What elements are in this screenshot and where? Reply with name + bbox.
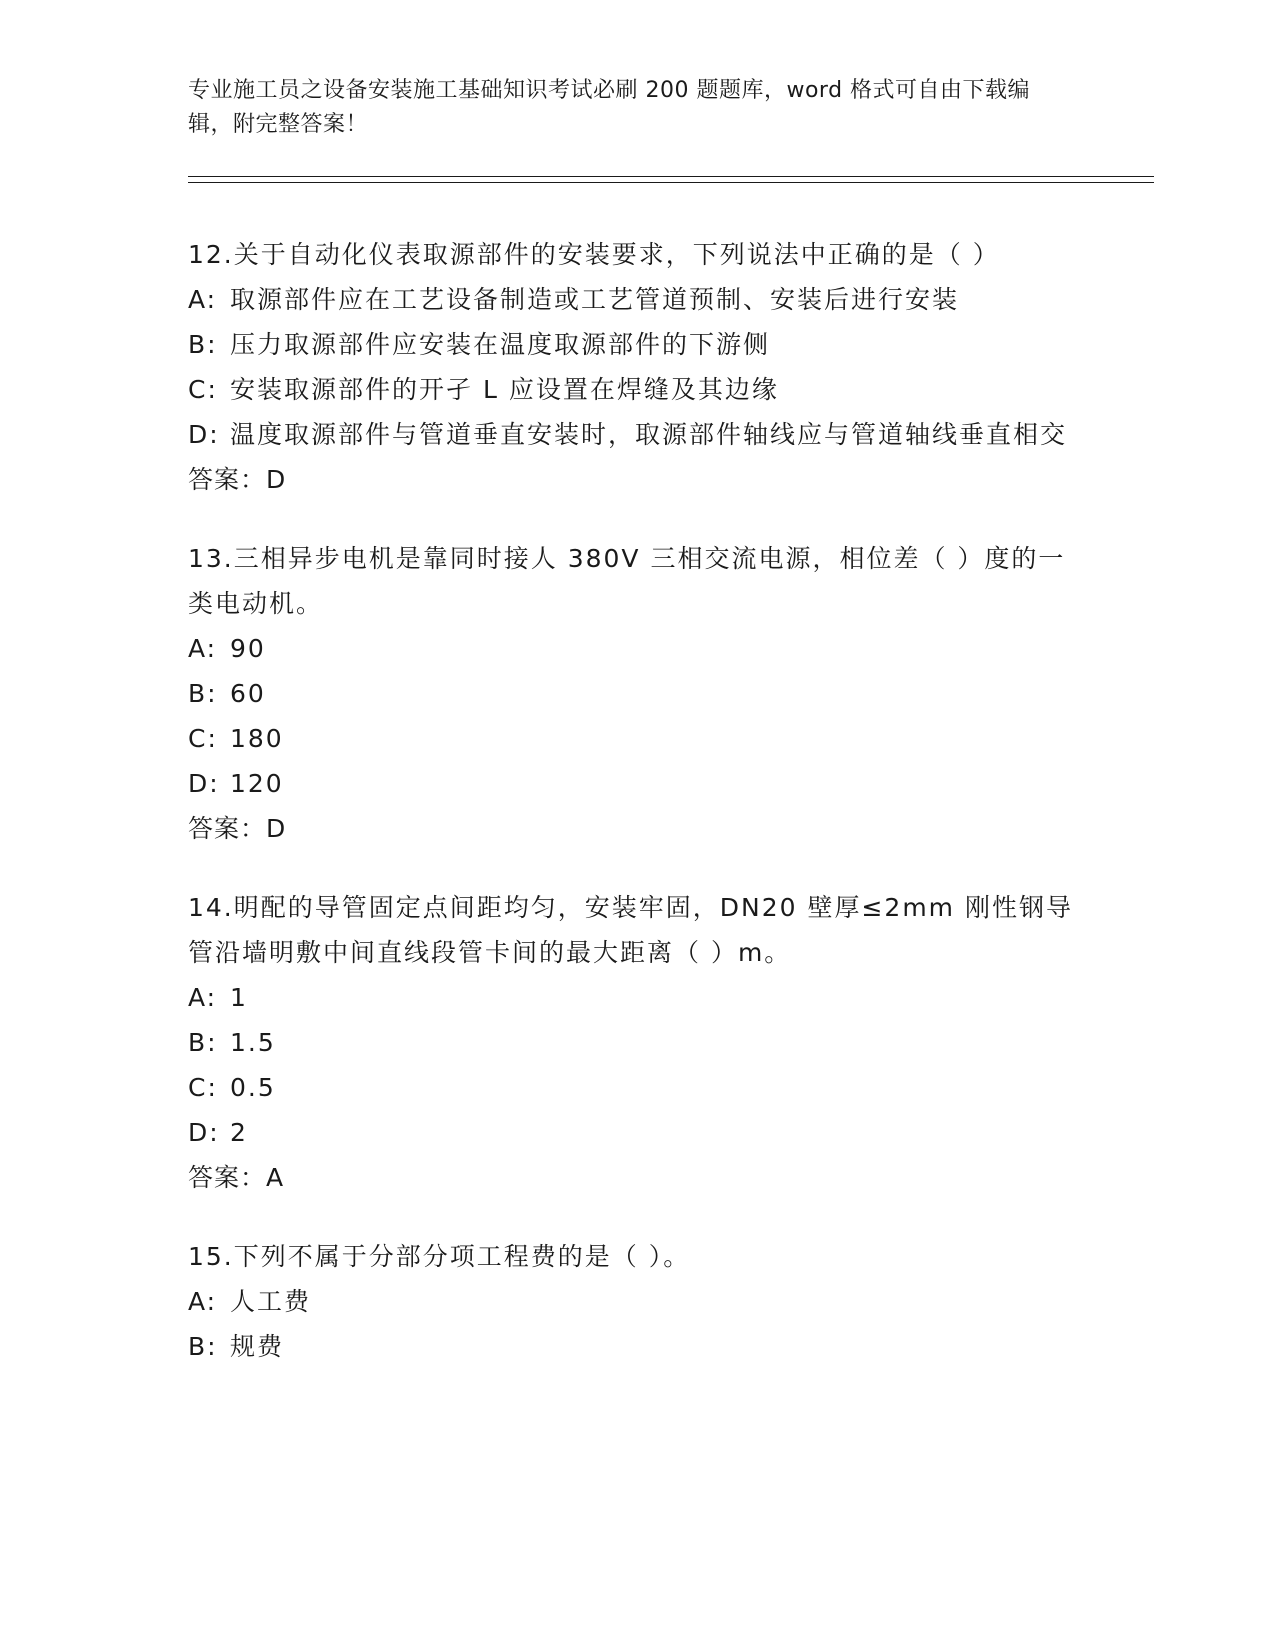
option-key: C:: [188, 1073, 218, 1102]
option-text: 规费: [230, 1332, 285, 1361]
option-key: A:: [188, 1287, 218, 1316]
option-b: [188, 1020, 1088, 1065]
option-text: 90: [230, 634, 266, 663]
option-text: 人工费: [230, 1287, 312, 1316]
question-stem: 13.三相异步电机是靠同时接人 380V 三相交流电源，相位差（ ）度的一类电动机。: [188, 544, 1066, 618]
answer: 答案：D: [188, 814, 287, 843]
question-list: [188, 232, 1088, 1403]
option-text: 0.5: [230, 1073, 276, 1102]
header-rule-top: [188, 176, 1154, 177]
question-stem: 15.下列不属于分部分项工程费的是（ ）。: [188, 1242, 691, 1271]
option-key: D:: [188, 769, 220, 798]
question-stem: 14.明配的导管固定点间距均匀，安装牢固，DN20 壁厚≤2mm 刚性钢导管沿墙明敷中间直线段管卡间的最大距离（ ）m。: [188, 893, 1073, 967]
option-key: B:: [188, 1028, 218, 1057]
option-key: B:: [188, 330, 218, 359]
option-text: 1: [230, 983, 248, 1012]
option-text: 1.5: [230, 1028, 276, 1057]
option-c: [188, 716, 1088, 761]
option-d: [188, 412, 1088, 457]
option-key: A:: [188, 634, 218, 663]
option-d: [188, 1110, 1088, 1155]
question-14: [188, 885, 1088, 1200]
question-15: [188, 1234, 1088, 1369]
option-text: 60: [230, 679, 266, 708]
option-text: 压力取源部件应安装在温度取源部件的下游侧: [230, 330, 771, 359]
option-key: D:: [188, 1118, 220, 1147]
document-header: 专业施工员之设备安装施工基础知识考试必刷 200 题题库，word 格式可自由下载编辑，附完整答案！: [188, 78, 1031, 137]
option-c: [188, 367, 1088, 412]
question-stem: 12.关于自动化仪表取源部件的安装要求，下列说法中正确的是（ ）: [188, 240, 1000, 269]
option-b: [188, 1324, 1088, 1369]
option-b: [188, 322, 1088, 367]
option-a: [188, 1279, 1088, 1324]
answer: 答案：D: [188, 465, 287, 494]
option-text: 取源部件应在工艺设备制造或工艺管道预制、安装后进行安装: [230, 285, 960, 314]
option-d: [188, 761, 1088, 806]
option-key: C:: [188, 724, 218, 753]
option-c: [188, 1065, 1088, 1110]
option-key: A:: [188, 983, 218, 1012]
option-a: [188, 975, 1088, 1020]
option-text: 180: [230, 724, 284, 753]
option-text: 120: [230, 769, 284, 798]
answer: 答案：A: [188, 1163, 285, 1192]
header-rule-bottom: [188, 182, 1154, 183]
option-key: D:: [188, 420, 220, 449]
option-key: B:: [188, 1332, 218, 1361]
option-text: 2: [230, 1118, 248, 1147]
option-a: [188, 277, 1088, 322]
option-b: [188, 671, 1088, 716]
question-13: [188, 536, 1088, 851]
option-text: 温度取源部件与管道垂直安装时，取源部件轴线应与管道轴线垂直相交: [230, 420, 1068, 449]
option-key: B:: [188, 679, 218, 708]
option-key: C:: [188, 375, 218, 404]
question-12: [188, 232, 1088, 502]
option-key: A:: [188, 285, 218, 314]
option-text: 安装取源部件的开孑 L 应设置在焊缝及其边缘: [230, 375, 779, 404]
option-a: [188, 626, 1088, 671]
